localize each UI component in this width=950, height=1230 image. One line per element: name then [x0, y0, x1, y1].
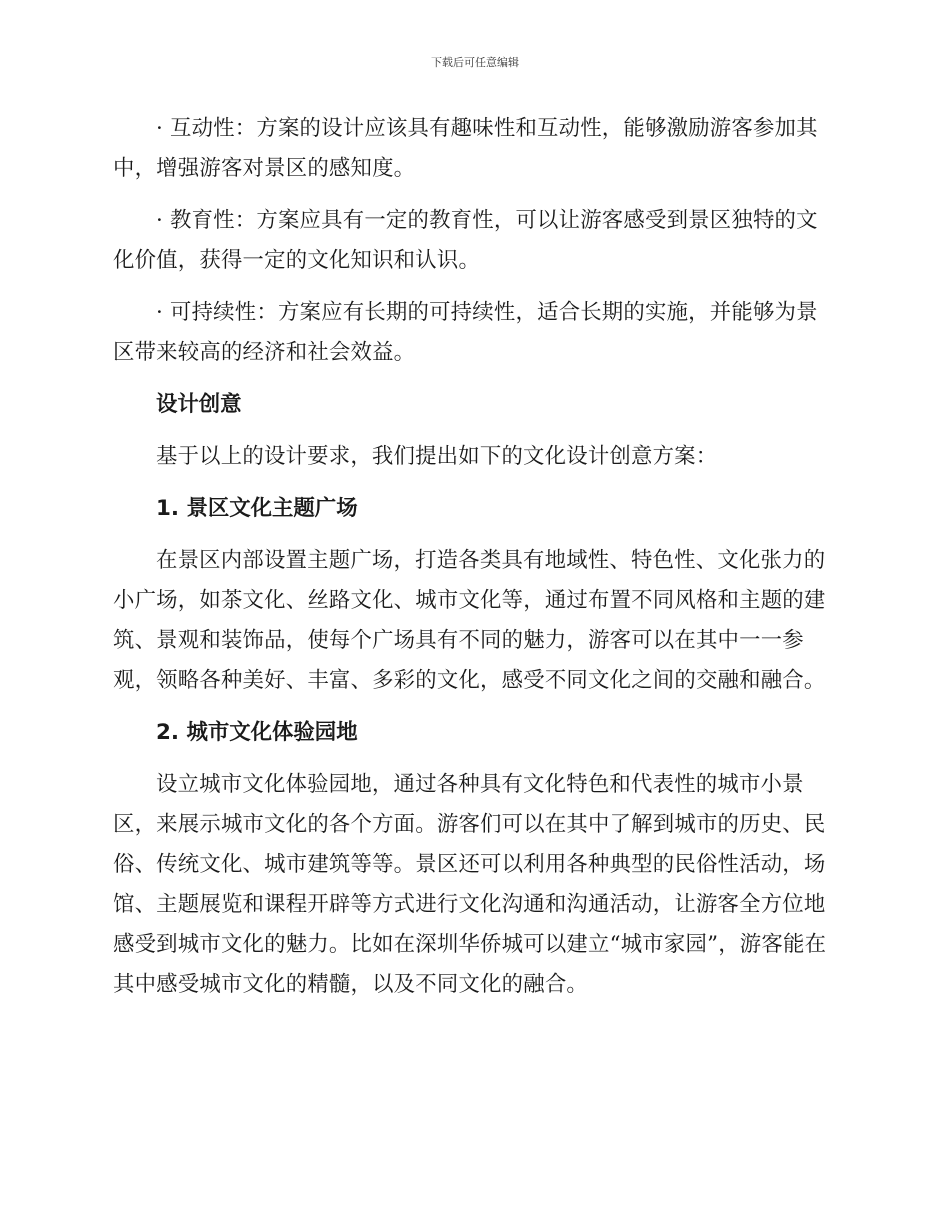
- paragraph-education: · 教育性：方案应具有一定的教育性，可以让游客感受到景区独特的文化价值，获得一定的文化知识和认识。: [113, 208, 818, 273]
- subheading-theme-square: 1. 景区文化主题广场: [156, 496, 358, 521]
- paragraph-theme-square: 在景区内部设置主题广场，打造各类具有地域性、特色性、文化张力的小广场，如茶文化、丝路文化、城市文化等，通过布置不同风格和主题的建筑、景观和装饰品，使每个广场具有不同的魅力，游客可以在其中一一参观，领略各种美好、丰富、多彩的文化，感受不同文化之间的交融和融合。: [113, 548, 826, 693]
- page-header: 下载后可任意编辑: [431, 56, 519, 69]
- paragraph-sustainability: · 可持续性：方案应有长期的可持续性，适合长期的实施，并能够为景区带来较高的经济和社会效益。: [113, 300, 818, 365]
- paragraph-intro: 基于以上的设计要求，我们提出如下的文化设计创意方案：: [156, 444, 718, 469]
- document-body: [113, 109, 835, 1017]
- paragraph-interactivity: · 互动性：方案的设计应该具有趣味性和互动性，能够激励游客参加其中，增强游客对景区的感知度。: [113, 116, 818, 181]
- subheading-city-culture: 2. 城市文化体验园地: [156, 720, 358, 745]
- paragraph-city-culture: 设立城市文化体验园地，通过各种具有文化特色和代表性的城市小景区，来展示城市文化的各个方面。游客们可以在其中了解到城市的历史、民俗、传统文化、城市建筑等等。景区还可以利用各种典型的民俗性活动，场馆、主题展览和课程开辟等方式进行文化沟通和沟通活动，让游客全方位地感受到城市文化的魅力。比如在深圳华侨城可以建立“城市家园”，游客能在其中感受城市文化的精髓，以及不同文化的融合。: [113, 772, 827, 997]
- section-heading-design-idea: 设计创意: [156, 392, 242, 417]
